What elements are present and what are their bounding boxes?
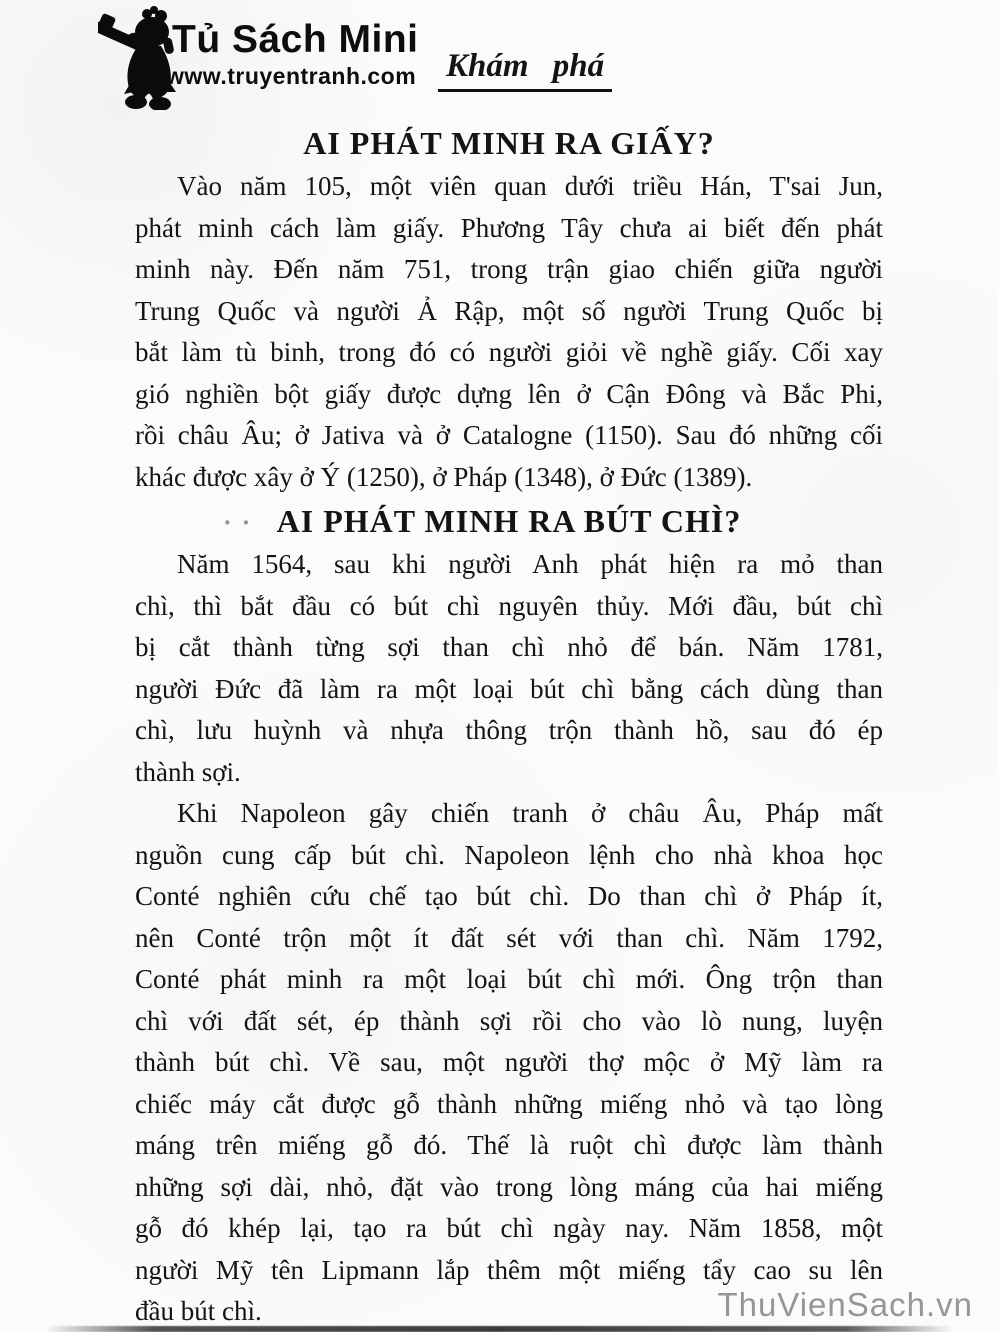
text-line: bị cắt thành từng sợi than chì nhỏ để bán. Năm 1781, (135, 632, 883, 662)
text-line: đầu bút chì. (135, 1296, 262, 1326)
text-line: phát minh cách làm giấy. Phương Tây chưa ai biết đến phát (135, 212, 883, 243)
text-line: nguồn cung cấp bút chì. Napoleon lệnh cho nhà khoa học (135, 839, 883, 870)
paragraph (135, 166, 883, 498)
text-line: chì, thì bắt đầu có bút chì nguyên thủy. Mới đầu, bút chì (135, 590, 883, 621)
text-line: nên Conté trộn một ít đất sét với than chì. Năm 1792, (135, 922, 883, 953)
text-line: bắt làm tù binh, trong đó có người giỏi về nghề giấy. Cối xay (135, 337, 883, 367)
text-line: người Mỹ tên Lipmann lắp thêm một miếng tẩy cao su lên (135, 1254, 883, 1285)
text-line: người Đức đã làm ra một loại bút chì bằng cách dùng than (135, 673, 883, 704)
text-line: rồi châu Âu; ở Jativa và ở Catalogne (1150). Sau đó những cối (135, 420, 883, 450)
text-line: gió nghiền bột giấy được dựng lên ở Cận Đông và Bắc Phi, (135, 378, 883, 409)
brand-title: Tủ Sách Mini (172, 18, 419, 61)
paragraph (135, 544, 883, 793)
brand-url: www.truyentranh.com (166, 63, 417, 89)
text-line: chì với đất sét, ép thành sợi rồi cho vào lò nung, luyện (135, 1005, 883, 1036)
text-line: máng trên miếng gỗ đó. Thế là ruột chì được làm thành (135, 1130, 883, 1160)
section-heading-pencil: ·· AI PHÁT MINH RA BÚT CHÌ? (135, 498, 883, 544)
text-line: thành sợi. (135, 756, 241, 787)
text-line: những sợi dài, nhỏ, đặt vào trong lòng máng của hai miếng (135, 1171, 883, 1202)
text-line: chì, lưu huỳnh và nhựa thông trộn thành hồ, sau đó ép (135, 715, 883, 745)
text-line: minh này. Đến năm 751, trong trận giao chiến giữa người (135, 254, 883, 284)
text-line: khác được xây ở Ý (1250), ở Pháp (1348), ở Đức (1389). (135, 461, 753, 492)
watermark: ThuVienSach.vn (717, 1286, 973, 1323)
text-line: Vào năm 105, một viên quan dưới triều Hán, T'sai Jun, (177, 171, 883, 201)
text-line: Năm 1564, sau khi người Anh phát hiện ra mỏ than (177, 549, 883, 579)
text-line: gỗ đó khép lại, tạo ra bút chì ngày nay. Năm 1858, một (135, 1213, 883, 1243)
page-section-label: Khám phá (438, 48, 612, 92)
text-line: Conté phát minh ra một loại bút chì mới. Ông trộn than (135, 964, 883, 994)
text-line: thành bút chì. Về sau, một người thợ mộc ở Mỹ làm ra (135, 1047, 883, 1077)
paragraph (135, 793, 883, 1332)
section-heading-paper: AI PHÁT MINH RA GIẤY? (303, 125, 715, 161)
text-line: Trung Quốc và người Ả Rập, một số người Trung Quốc bị (135, 295, 883, 326)
page-edge-shadow (45, 1326, 954, 1332)
text-line: Khi Napoleon gây chiến tranh ở châu Âu, Pháp mất (177, 798, 883, 828)
text-line: Conté nghiên cứu chế tạo bút chì. Do than chì ở Pháp ít, (135, 881, 883, 911)
text-line: chiếc máy cắt được gỗ thành những miếng nhỏ và tạo lòng (135, 1088, 883, 1119)
article-content (135, 120, 883, 1332)
